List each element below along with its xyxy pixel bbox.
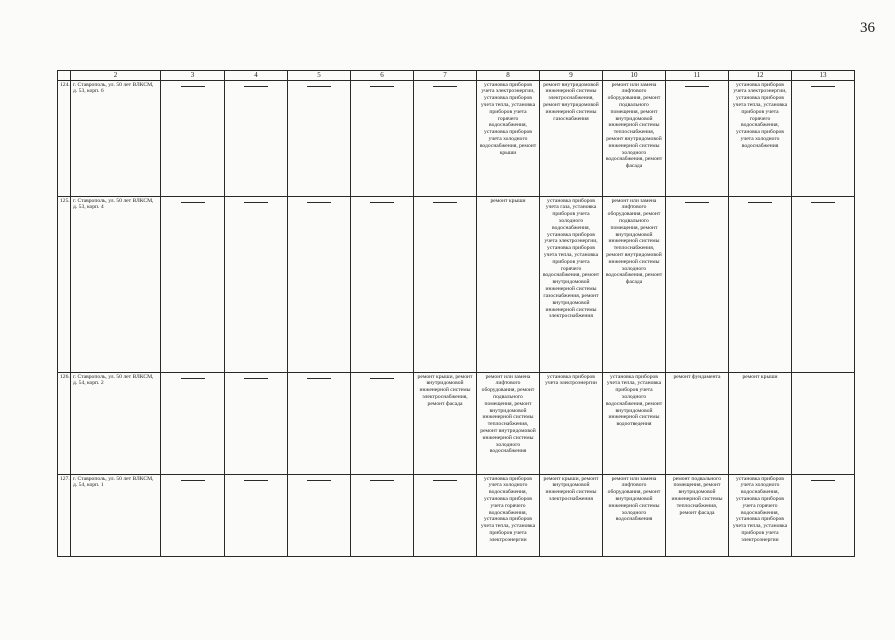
column-header: 3 [161,71,225,81]
empty-cell [225,372,288,474]
empty-cell [351,196,414,372]
empty-cell [288,80,351,196]
column-header: 8 [477,71,540,81]
table-row [58,372,855,474]
work-cell: ремонт или замена лифтового оборудования, ремонт подвального помещения, ремонт внутридомовой инженерной системы теплоснабжения, ремонт внутридомовой инженерной системы холодного водоснабжения, ремонт фасада [603,80,666,196]
empty-cell [414,80,477,196]
table-row [58,80,855,196]
column-header: 10 [603,71,666,81]
empty-cell [288,196,351,372]
address-cell: г. Ставрополь, ул. 50 лет ВЛКСМ, д. 53, корп. 6 [71,80,161,196]
empty-cell [225,474,288,556]
dash-mark [307,202,331,203]
empty-cell [161,196,225,372]
column-header: 2 [71,71,161,81]
column-header: 4 [225,71,288,81]
work-cell: ремонт внутридомовой инженерной системы электроснабжения, ремонт внутридомовой инженерной системы газоснабжения [540,80,603,196]
dash-mark [685,86,709,87]
column-header: 7 [414,71,477,81]
column-header: 5 [288,71,351,81]
work-cell: ремонт или замена лифтового оборудования, ремонт внутридомовой инженерной системы холодного водоснабжения [603,474,666,556]
dash-mark [181,378,205,379]
column-header: 13 [792,71,855,81]
dash-mark [181,86,205,87]
row-number: 124. [58,80,71,196]
page-number: 36 [860,20,875,36]
work-cell: ремонт крыши, ремонт внутридомовой инженерной системы электроснабжения, ремонт фасада [414,372,477,474]
work-cell: ремонт или замена лифтового оборудования, ремонт подвального помещения, ремонт внутридомовой инженерной системы теплоснабжения, ремонт внутридомовой инженерной системы холодного водоснабжения [477,372,540,474]
empty-cell [792,80,855,196]
repair-schedule-table [57,70,855,557]
work-cell: ремонт крыши [477,196,540,372]
address-cell: г. Ставрополь, ул. 50 лет ВЛКСМ, д. 54, корп. 2 [71,372,161,474]
empty-cell [792,372,855,474]
dash-mark [433,86,457,87]
empty-cell [225,80,288,196]
empty-cell [225,196,288,372]
empty-cell [666,196,729,372]
dash-mark [811,202,835,203]
work-cell: установка приборов учета тепла, установка приборов учета холодного водоснабжения, ремонт внутридомовой инженерной системы водоотведения [603,372,666,474]
address-cell: г. Ставрополь, ул. 50 лет ВЛКСМ, д. 53, корп. 4 [71,196,161,372]
empty-cell [161,474,225,556]
work-cell: ремонт или замена лифтового оборудования, ремонт подвального помещения, ремонт внутридомовой инженерной системы теплоснабжения, ремонт внутридомовой инженерной системы холодного водоснабжения, ремонт фасада [603,196,666,372]
dash-mark [244,378,268,379]
dash-mark [244,86,268,87]
column-header: 6 [351,71,414,81]
dash-mark [433,202,457,203]
address-cell: г. Ставрополь, ул. 50 лет ВЛКСМ, д. 54, корп. 1 [71,474,161,556]
empty-cell [351,474,414,556]
row-number: 127. [58,474,71,556]
empty-cell [288,372,351,474]
work-cell: ремонт фундамента [666,372,729,474]
column-number-row [58,71,855,81]
work-cell: ремонт подвального помещения, ремонт внутридомовой инженерной системы теплоснабжения, ремонт фасада [666,474,729,556]
empty-cell [161,372,225,474]
empty-cell [414,196,477,372]
table-row [58,196,855,372]
work-cell: ремонт крыши, ремонт внутридомовой инженерной системы электроснабжения [540,474,603,556]
dash-mark [433,480,457,481]
dash-mark [181,202,205,203]
column-header [58,71,71,81]
dash-mark [370,86,394,87]
dash-mark [181,480,205,481]
work-cell: установка приборов учета электроэнергии, установка приборов учета тепла, установка приборов учета горячего водоснабжения, установка приборов учета холодного водоснабжения, ремонт крыши [477,80,540,196]
row-number: 125. [58,196,71,372]
empty-cell [288,474,351,556]
empty-cell [351,372,414,474]
empty-cell [792,196,855,372]
row-number: 126. [58,372,71,474]
column-header: 9 [540,71,603,81]
table-row [58,474,855,556]
dash-mark [244,202,268,203]
column-header: 11 [666,71,729,81]
dash-mark [370,202,394,203]
work-cell: установка приборов учета холодного водоснабжения, установка приборов учета горячего водоснабжения, установка приборов учета тепла, установка приборов учета электроэнергии [729,474,792,556]
dash-mark [244,480,268,481]
work-cell: ремонт крыши [729,372,792,474]
column-header: 12 [729,71,792,81]
dash-mark [811,480,835,481]
dash-mark [748,202,772,203]
work-cell: установка приборов учета газа, установка приборов учета холодного водоснабжения, установка приборов учета электроэнергии, установка приборов учета тепла, установка приборов учета горячего водоснабжения, ремонт внутридомовой инженерной системы газоснабжения, ремонт внутридомовой инженерной системы электроснабжения [540,196,603,372]
empty-cell [351,80,414,196]
empty-cell [729,196,792,372]
empty-cell [414,474,477,556]
dash-mark [307,480,331,481]
empty-cell [792,474,855,556]
empty-cell [161,80,225,196]
dash-mark [370,480,394,481]
dash-mark [811,86,835,87]
dash-mark [685,202,709,203]
work-cell: установка приборов учета холодного водоснабжения, установка приборов учета горячего водоснабжения, установка приборов учета тепла, установка приборов учета электроэнергии [477,474,540,556]
work-cell: установка приборов учета электроэнергии, установка приборов учета тепла, установка приборов учета горячего водоснабжения, установка приборов учета холодного водоснабжения [729,80,792,196]
empty-cell [666,80,729,196]
dash-mark [307,378,331,379]
work-cell: установка приборов учета электроэнергии [540,372,603,474]
dash-mark [370,378,394,379]
dash-mark [307,86,331,87]
